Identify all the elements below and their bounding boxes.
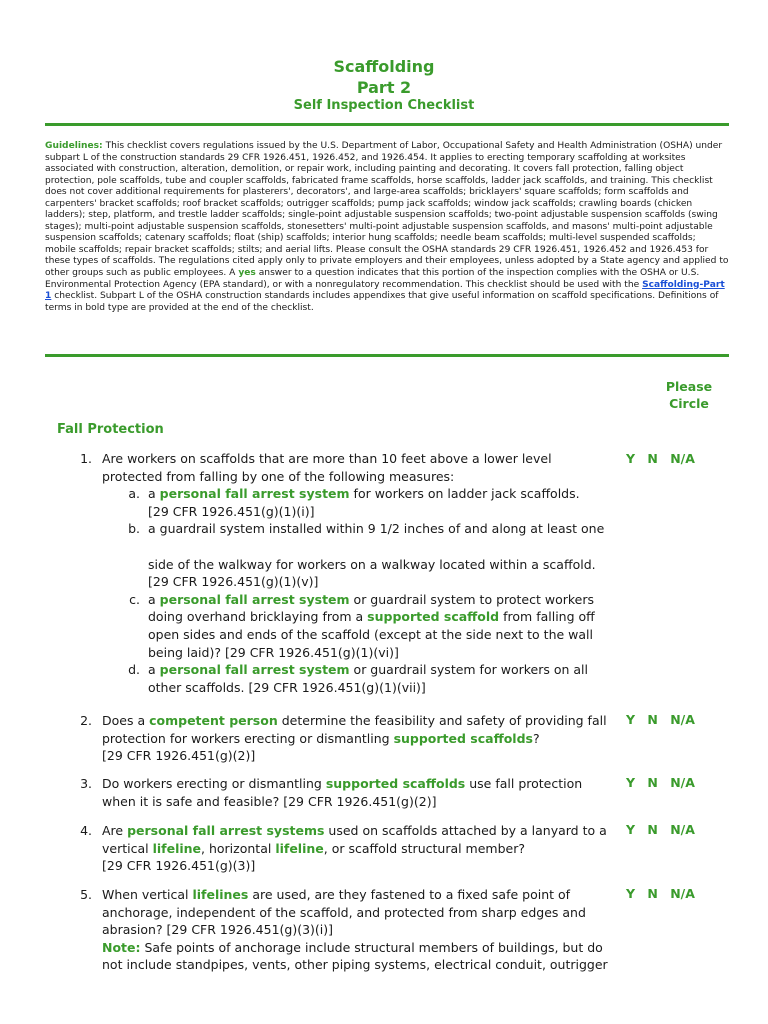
q4-term-1: personal fall arrest systems — [127, 823, 325, 838]
q1c-text-2: or guardrail system to protect workers doing overhand bricklaying from a — [148, 591, 595, 625]
q5-term: lifelines — [192, 887, 249, 902]
guidelines-text-2: answer to a question indicates that this portion of the inspection complies with the OSHA or U.S. Environmental Protection Agency (EPA standard), or with a nonregulatory recommendation. This checklist should be used with the — [45, 268, 700, 290]
q4-text-4: , or scaffold structural member? — [323, 840, 526, 856]
q1d-text-1: a — [148, 662, 156, 678]
q3-term: supported scaffolds — [325, 776, 466, 791]
answer-options-q2[interactable]: Y N N/A — [626, 712, 695, 727]
q3-text-1: Do workers erecting or dismantling — [102, 776, 322, 791]
question-1b — [128, 520, 615, 590]
q2-term-2: supported scaffolds — [393, 730, 533, 746]
q4-text-2: used on scaffolds attached by a lanyard to a vertical — [102, 823, 607, 856]
question-number: 3. — [80, 776, 92, 791]
q1c-term-1: personal fall arrest system — [159, 591, 350, 607]
q2-term-1: competent person — [149, 713, 278, 728]
sub-letter: c. — [129, 591, 140, 607]
q2-text-3: ? — [532, 730, 540, 746]
scaffolding-part-1-link[interactable]: Scaffolding-Part 1 — [45, 279, 725, 302]
guidelines-text-3: checklist. Subpart L of the OSHA construction standards includes appendixes that give useful information on scaffold specifications. Definitions of terms in bold type are provided at the end of the checklist. — [45, 291, 719, 313]
question-3 — [70, 775, 615, 810]
guidelines-text-1: This checklist covers regulations issued by the U.S. Department of Labor, Occupational Safety and Health Administration (OSHA) under subpart L of the construction standards 29 CFR 1926.451, 1926.452, and 1926.454. It applies to erecting temporary scaffolding at worksites associated with construction, alteration, demolition, or repair work, including painting and decorating. It covers fall protection, falling object protection, pole scaffolds, tube and coupler scaffolds, fabricated frame scaffolds, horse scaffolds, ladder jack scaffolds, and training. This checklist does not cover additional requirements for plasterers', decorators', and large-area scaffolds; bricklayers' square scaffolds; form scaffolds and carpenters' bracket scaffolds; roof bracket scaffolds; outrigger scaffolds; pump jack scaffolds; window jack scaffolds; crawling boards (chicken ladders); step, platform, and trestle ladder scaffolds; single-point adjustable suspension scaffolds; two-point adjustable suspension scaffolds (swing stages); multi-point adjustable suspension scaffolds, stonesetters' multi-point adjustable suspension scaffolds, and masons' multi-point adjustable suspension scaffolds; catenary scaffolds; float (ship) scaffolds; interior hung scaffolds; needle beam scaffolds; multi-level suspended scaffolds; mobile scaffolds; repair bracket scaffolds; stilts; and aerial lifts. Please consult the OSHA standards 29 CFR 1926.451, 1926.452 and 1926.453 for these types of scaffolds. The regulations cited apply only to private employers and their employees, unless adopted by a State agency and applied to other groups such as public employees. A — [45, 141, 729, 279]
q1a-text-1: a — [148, 486, 156, 502]
q4-text-1: Are — [102, 823, 124, 838]
q1b-text-1: a guardrail system installed within 9 1/2 inches of and along at least one — [148, 521, 605, 537]
q1a-term: personal fall arrest system — [159, 486, 350, 502]
page-title: Scaffolding — [333, 57, 435, 76]
divider-bottom — [45, 354, 729, 357]
question-number: 4. — [80, 823, 92, 838]
q1c-term-2: supported scaffold — [367, 609, 500, 625]
question-1-text: Are workers on scaffolds that are more than 10 feet above a lower level protected from falling by one of the following measures: — [102, 451, 552, 484]
q2-text-2: determine the feasibility and safety of providing fall protection for workers erecting or dismantling — [102, 713, 607, 746]
question-1d — [128, 661, 615, 696]
question-1a — [128, 485, 615, 520]
q1b-text-2: side of the walkway for workers on a walkway located within a scaffold. — [148, 556, 596, 572]
q5-note-text: Safe points of anchorage include structural members of buildings, but do not include standpipes, vents, other piping systems, electrical conduit, outrigger — [102, 939, 608, 973]
q2-citation: [29 CFR 1926.451(g)(2)] — [102, 748, 256, 764]
q5-note-label: Note: — [102, 939, 141, 955]
q4-text-3: , horizontal — [201, 840, 272, 856]
page-subtitle: Self Inspection Checklist — [293, 98, 475, 113]
question-number: 1. — [80, 451, 92, 466]
q1c-text-1: a — [148, 591, 156, 607]
question-5 — [70, 886, 615, 974]
q5-text-1: When vertical — [102, 887, 189, 902]
sub-letter: a. — [128, 486, 140, 502]
q1d-term: personal fall arrest system — [159, 662, 350, 678]
answer-options-q4[interactable]: Y N N/A — [626, 822, 695, 837]
q1b-citation: [29 CFR 1926.451(g)(1)(v)] — [148, 574, 319, 590]
question-4 — [70, 822, 615, 875]
question-number: 2. — [80, 713, 92, 728]
q4-term-3: lifeline — [275, 840, 324, 856]
q1c-text-3: from falling off open sides and ends of the scaffold (except at the side next to the wall being laid)? [29 CFR 1926.451(g)(1)(vi)] — [148, 609, 595, 660]
question-1c — [129, 591, 615, 661]
q5-text-2: are used, are they fastened to a fixed safe point of anchorage, independent of the scaffold, and protected from sharp edges and abrasion? [29 CFR 1926.451(g)(3)(i)] — [102, 887, 586, 938]
page-part: Part 2 — [356, 78, 412, 97]
guidelines-yes-word: yes — [238, 268, 256, 279]
divider-top — [45, 123, 729, 126]
guidelines-paragraph — [45, 141, 729, 314]
sub-letter: d. — [128, 662, 140, 678]
q2-text-1: Does a — [102, 713, 146, 728]
please-circle-line-2: Circle — [669, 396, 709, 411]
question-1 — [70, 450, 615, 696]
answer-options-q1[interactable]: Y N N/A — [626, 451, 695, 466]
q1a-text-2: for workers on ladder jack scaffolds. — [353, 486, 580, 502]
answer-options-q3[interactable]: Y N N/A — [626, 775, 695, 790]
please-circle-heading — [644, 378, 734, 412]
q4-term-2: lifeline — [152, 840, 202, 856]
sub-letter: b. — [128, 521, 140, 537]
section-title: Fall Protection — [57, 422, 164, 437]
guidelines-label: Guidelines: — [45, 141, 103, 151]
question-2 — [70, 712, 615, 765]
answer-options-q5[interactable]: Y N N/A — [626, 886, 695, 901]
q3-text-2: use fall protection when it is safe and feasible? [29 CFR 1926.451(g)(2)] — [102, 776, 583, 809]
q4-citation: [29 CFR 1926.451(g)(3)] — [102, 858, 256, 874]
question-number: 5. — [80, 887, 92, 902]
please-circle-line-1: Please — [665, 379, 713, 394]
q1a-citation: [29 CFR 1926.451(g)(1)(i)] — [148, 503, 315, 519]
q1d-text-2: or guardrail system for workers on all other scaffolds. [29 CFR 1926.451(g)(1)(vii)] — [148, 662, 588, 695]
